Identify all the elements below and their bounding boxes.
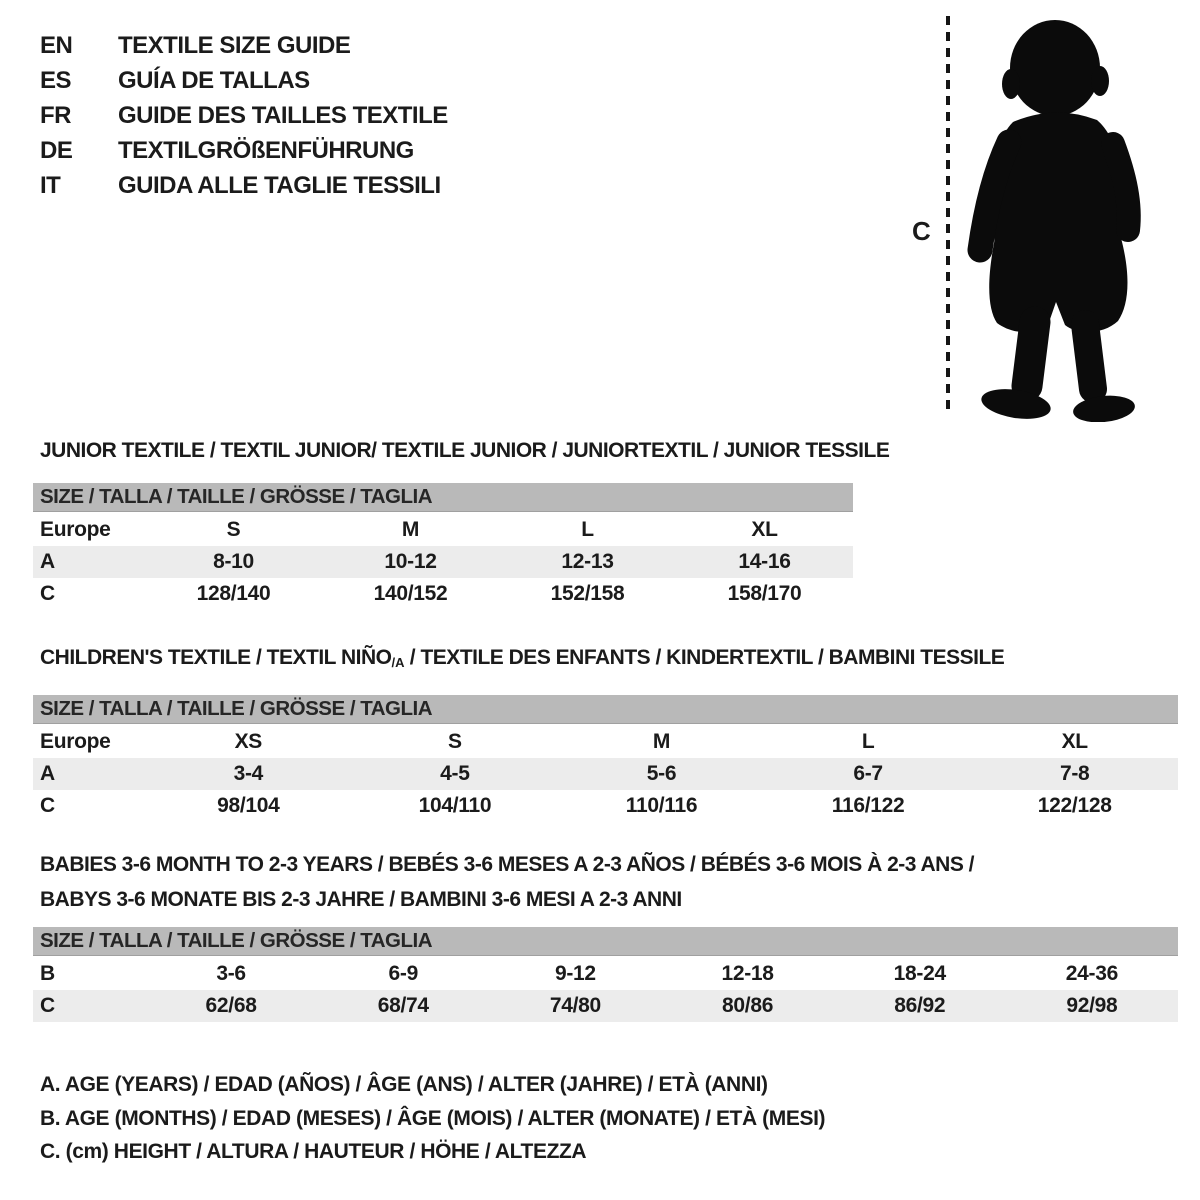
table-cell: L xyxy=(861,730,875,753)
heading-text: / TEXTILE DES ENFANTS / KINDERTEXTIL / BAMBINI TESSILE xyxy=(404,646,1005,669)
table-cell: M xyxy=(401,518,420,541)
heading-text: JUNIOR TEXTILE / TEXTIL JUNIOR/ TEXTILE JUNIOR / JUNIORTEXTIL / JUNIOR TESSILE xyxy=(40,439,890,462)
heading-text: BABIES 3-6 MONTH TO 2-3 YEARS / BEBÉS 3-6 MESES A 2-3 AÑOS / BÉBÉS 3-6 MOIS À 2-3 ANS / xyxy=(40,853,975,876)
table-row xyxy=(33,578,853,610)
table-cell: 18-24 xyxy=(893,962,946,985)
table-cell: 158/170 xyxy=(727,582,802,605)
size-header-bar: SIZE / TALLA / TAILLE / GRÖSSE / TAGLIA xyxy=(33,483,853,512)
row-label: A xyxy=(40,762,55,785)
table-cell: 4-5 xyxy=(440,762,470,785)
language-code: IT xyxy=(40,172,61,199)
size-header-bar: SIZE / TALLA / TAILLE / GRÖSSE / TAGLIA xyxy=(33,695,1178,724)
legend-line: C. (cm) HEIGHT / ALTURA / HAUTEUR / HÖHE / ALTEZZA xyxy=(40,1140,587,1163)
table-cell: 98/104 xyxy=(217,794,280,817)
table-row xyxy=(33,758,1178,790)
row-label: C xyxy=(40,582,55,605)
babies-size-table xyxy=(33,927,1178,1022)
table-cell: 80/86 xyxy=(722,994,774,1017)
table-cell: 8-10 xyxy=(213,550,254,573)
table-cell: 6-7 xyxy=(853,762,883,785)
legend-line: B. AGE (MONTHS) / EDAD (MESES) / ÂGE (MOIS) / ALTER (MONATE) / ETÀ (MESI) xyxy=(40,1106,826,1130)
row-label: Europe xyxy=(40,730,111,753)
table-cell: 128/140 xyxy=(196,582,271,605)
language-title-list xyxy=(40,28,448,203)
language-title: TEXTILE SIZE GUIDE xyxy=(118,32,351,59)
language-title: TEXTILGRÖßENFÜHRUNG xyxy=(118,137,414,164)
language-code: DE xyxy=(40,137,73,164)
language-title: GUIDE DES TAILLES TEXTILE xyxy=(118,102,448,129)
table-cell: XL xyxy=(1061,730,1088,753)
table-cell: 3-6 xyxy=(216,962,246,985)
table-cell: 116/122 xyxy=(831,794,905,817)
junior-size-table xyxy=(33,483,853,610)
row-label: A xyxy=(40,550,55,573)
table-cell: 110/116 xyxy=(625,794,698,817)
row-label: C xyxy=(40,994,55,1017)
table-cell: S xyxy=(226,518,241,541)
language-title: GUIDA ALLE TAGLIE TESSILI xyxy=(118,172,441,199)
table-row xyxy=(33,990,1178,1022)
language-row xyxy=(40,168,448,203)
table-row xyxy=(33,958,1178,990)
table-row xyxy=(33,726,1178,758)
table-cell: 24-36 xyxy=(1065,962,1119,985)
language-row xyxy=(40,28,448,63)
table-row xyxy=(33,514,853,546)
height-measure-label: C xyxy=(912,216,931,246)
table-cell: 140/152 xyxy=(373,582,448,605)
children-size-table xyxy=(33,695,1178,822)
table-cell: 122/128 xyxy=(1037,794,1112,817)
section-babies-heading xyxy=(40,848,974,916)
section-children-heading xyxy=(40,641,1004,676)
table-row xyxy=(33,546,853,578)
language-row xyxy=(40,133,448,168)
table-cell: 86/92 xyxy=(894,994,946,1017)
table-cell: 3-4 xyxy=(233,762,264,785)
table-cell: 5-6 xyxy=(646,762,677,785)
size-header-bar: SIZE / TALLA / TAILLE / GRÖSSE / TAGLIA xyxy=(33,927,1178,956)
table-cell: 104/110 xyxy=(418,794,492,817)
section-junior-heading xyxy=(40,434,889,469)
table-cell: 12-18 xyxy=(721,962,774,985)
table-cell: 12-13 xyxy=(561,550,614,573)
toddler-silhouette-icon xyxy=(963,14,1165,422)
height-measure-dashed-line xyxy=(946,16,950,416)
table-cell: XL xyxy=(751,518,778,541)
table-cell: 74/80 xyxy=(549,994,601,1017)
table-cell: 152/158 xyxy=(550,582,625,605)
table-cell: 9-12 xyxy=(554,962,596,985)
heading-line2: BABYS 3-6 MONATE BIS 2-3 JAHRE / BAMBINI 3-6 MESI A 2-3 ANNI xyxy=(40,888,682,911)
heading-subscript: /A xyxy=(391,655,405,670)
row-label: B xyxy=(40,962,55,985)
row-label: Europe xyxy=(40,518,111,541)
table-cell: 92/98 xyxy=(1066,994,1118,1017)
language-code: EN xyxy=(40,32,73,59)
table-cell: 68/74 xyxy=(377,994,429,1017)
language-code: ES xyxy=(40,67,72,94)
legend xyxy=(40,1068,825,1169)
table-cell: 14-16 xyxy=(738,550,791,573)
heading-text: CHILDREN'S TEXTILE / TEXTIL NIÑO xyxy=(40,646,392,669)
language-row xyxy=(40,98,448,133)
table-cell: S xyxy=(448,730,462,753)
table-cell: 6-9 xyxy=(388,962,418,985)
table-cell: 62/68 xyxy=(205,994,257,1017)
language-code: FR xyxy=(40,102,71,129)
table-cell: 10-12 xyxy=(384,550,437,573)
legend-line: A. AGE (YEARS) / EDAD (AÑOS) / ÂGE (ANS) / ALTER (JAHRE) / ETÀ (ANNI) xyxy=(40,1073,768,1096)
row-label: C xyxy=(40,794,55,817)
language-title: GUÍA DE TALLAS xyxy=(118,67,310,94)
table-cell: 7-8 xyxy=(1059,762,1090,785)
table-cell: L xyxy=(581,518,594,541)
table-row xyxy=(33,790,1178,822)
table-cell: M xyxy=(652,730,671,753)
table-cell: XS xyxy=(234,730,262,753)
language-row xyxy=(40,63,448,98)
